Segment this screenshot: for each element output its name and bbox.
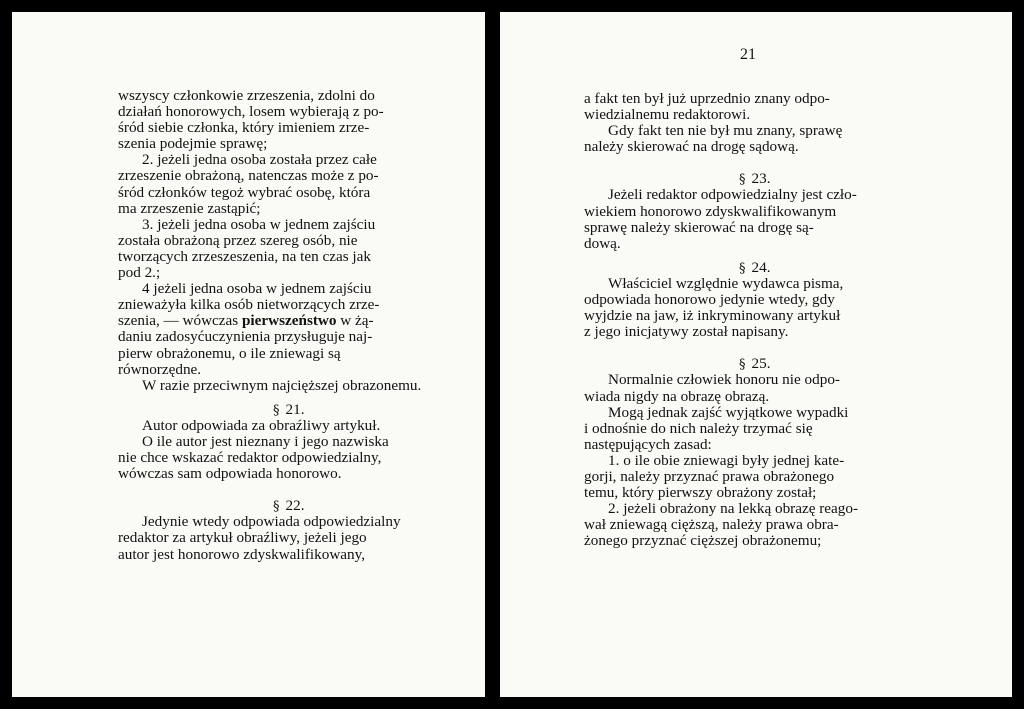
text-line: należy skierować na drogę sądową.: [584, 138, 799, 156]
text-line: wszyscy członkowie zrzeszenia, zdolni do: [118, 87, 375, 104]
text-line: śród siebie członka, który imieniem zrze-: [118, 119, 370, 137]
text-line: W razie przeciwnym najcięższej obrazonemu.: [142, 376, 422, 394]
left-page: [12, 12, 485, 697]
right-page-text: [584, 91, 936, 549]
section-heading-22: [118, 498, 470, 514]
text-line: 1. o ile obie zniewagi były jednej kate-: [608, 451, 845, 469]
text-line: Normalnie człowiek honoru nie odpo-: [608, 371, 840, 389]
text-line: równorzędne.: [118, 360, 202, 378]
section-number: 25.: [751, 355, 771, 373]
section-heading-24: [584, 260, 936, 276]
left-page-text: [118, 88, 470, 563]
section-symbol: §: [273, 402, 280, 418]
text-line: Mogą jednak zajść wyjątkowe wypadki: [608, 403, 849, 421]
emphasis-pierwszenstwo: pierwszeństwo: [241, 312, 337, 330]
text-line: z jego inicjatywy został napisany.: [584, 323, 789, 341]
text-line: pod 2.;: [118, 264, 161, 282]
text-line: wyjdzie na jaw, iż inkryminowany artykuł: [584, 307, 841, 325]
text-line: 2. jeżeli obrażony na lekką obrazę reago-: [608, 500, 859, 518]
text-line: została obrażoną przez szereg osób, nie: [118, 231, 358, 249]
text-line: odpowiada honorowo jedynie wtedy, gdy: [584, 291, 835, 309]
text-line: znieważyła kilka osób nietworzących zrze-: [118, 296, 380, 314]
text-line: wał zniewagą cięższą, należy prawa obra-: [584, 516, 839, 534]
right-page: [500, 12, 1012, 697]
text-line: ma zrzeszenie zastąpić;: [118, 199, 261, 217]
book-gutter: [485, 0, 500, 709]
page-number: 21: [740, 46, 756, 63]
section-symbol: §: [739, 357, 746, 373]
spacer: [584, 340, 936, 356]
text-line: gorji, należy przyznać prawa obrażonego: [584, 467, 835, 485]
text-line: Gdy fakt ten nie był mu znany, sprawę: [608, 122, 843, 140]
text-line: tworzących zrzeszeszenia, na ten czas jak: [118, 247, 371, 265]
text-line: dową.: [584, 234, 621, 252]
text-line: [118, 313, 470, 329]
section-symbol: §: [273, 499, 280, 515]
text-line: i odnośnie do nich należy trzymać się: [584, 419, 813, 437]
text-line: następujących zasad:: [584, 435, 712, 453]
text-line: wiekiem honorowo zdyskwalifikowanym: [584, 202, 837, 220]
text-line: szenia podejmie sprawę;: [118, 135, 268, 153]
text-line: działań honorowych, losem wybierają z po-: [118, 103, 384, 121]
text-line: wiedzialnemu redaktorowi.: [584, 106, 751, 124]
text-line: autor jest honorowo zdyskwalifikowany,: [118, 545, 366, 563]
text-line: Autor odpowiada za obraźliwy artykuł.: [142, 416, 381, 434]
section-number: 24.: [751, 258, 771, 276]
section-number: 22.: [285, 497, 305, 515]
text-line: 2. jeżeli jedna osoba została przez całe: [142, 151, 377, 169]
text-run: w żą-: [340, 312, 374, 330]
section-symbol: §: [739, 172, 746, 188]
text-line: zrzeszenie obrażoną, natenczas może z po-: [118, 167, 379, 185]
text-line: śród członków tegoż wybrać osobę, która: [118, 183, 371, 201]
spacer: [118, 482, 470, 498]
text-run: szenia, — wówczas: [118, 312, 239, 330]
text-line: temu, który pierwszy obrażony został;: [584, 484, 817, 502]
text-line: O ile autor jest nieznany i jego nazwiska: [142, 432, 389, 450]
section-number: 23.: [751, 170, 771, 188]
text-line: redaktor za artykuł obraźliwy, jeżeli jego: [118, 529, 367, 547]
text-line: wiada nigdy na obrazę obrazą.: [584, 387, 770, 405]
section-symbol: §: [739, 260, 746, 276]
text-line: daniu zadosyćuczynienia przysługuje naj-: [118, 328, 373, 346]
text-line: żonego przyznać cięższej obrażonemu;: [584, 532, 822, 550]
text-line: sprawę należy skierować na drogę są-: [584, 218, 814, 236]
text-line: Jedynie wtedy odpowiada odpowiedzialny: [142, 513, 401, 531]
text-line: wówczas sam odpowiada honorowo.: [118, 465, 342, 483]
text-line: a fakt ten był już uprzednio znany odpo-: [584, 90, 830, 107]
text-line: pierw obrażonemu, o ile zniewagi są: [118, 344, 341, 362]
text-line: Jeżeli redaktor odpowiedzialny jest czło-: [608, 186, 857, 204]
section-heading-25: [584, 356, 936, 372]
section-heading-23: [584, 171, 936, 187]
text-line: Właściciel względnie wydawca pisma,: [608, 274, 844, 292]
spacer: [584, 155, 936, 171]
text-line: nie chce wskazać redaktor odpowiedzialny,: [118, 449, 382, 467]
section-heading-21: [118, 402, 470, 418]
text-line: 3. jeżeli jedna osoba w jednem zajściu: [142, 215, 376, 233]
section-number: 21.: [285, 400, 305, 418]
text-line: 4 jeżeli jedna osoba w jednem zajściu: [142, 280, 372, 298]
